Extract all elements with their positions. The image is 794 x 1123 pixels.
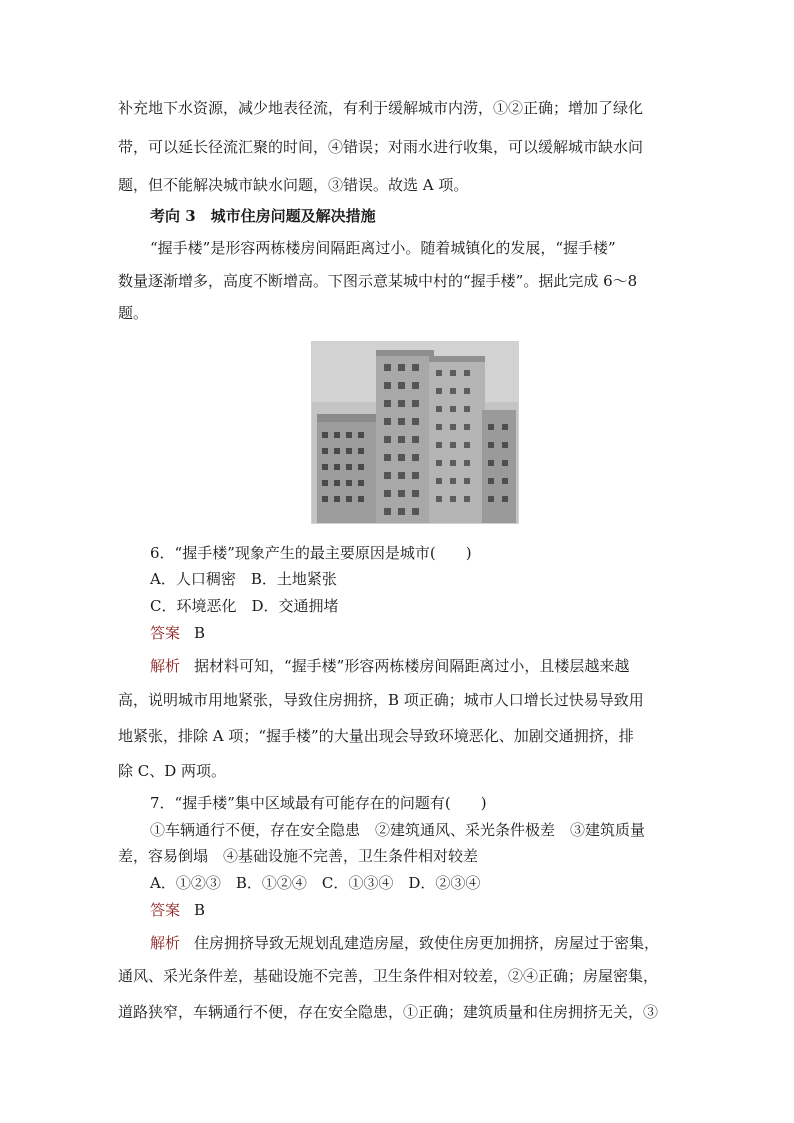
intro-line-1: “握手楼”是形容两栋楼房间隔距离过小。随着城镇化的发展，“握手楼” xyxy=(150,239,616,257)
handshake-buildings-photo xyxy=(311,341,519,524)
para-line-3: 题，但不能解决城市缺水问题，③错误。故选 A 项。 xyxy=(118,176,469,194)
question-7: 7．“握手楼”集中区域最有可能存在的问题有( ) xyxy=(150,794,487,812)
para-line-2: 带，可以延长径流汇聚的时间，④错误；对雨水进行收集，可以缓解城市缺水问 xyxy=(118,138,644,156)
q7-analysis-line-2: 通风、采光条件差，基础设施不完善，卫生条件相对较差，②④正确；房屋密集， xyxy=(118,967,659,985)
q6-options-cd: C．环境恶化 D．交通拥堵 xyxy=(150,597,339,615)
q7-analysis-line-3: 道路狭窄，车辆通行不便，存在安全隐患，①正确；建筑质量和住房拥挤无关，③ xyxy=(118,1003,659,1021)
q7-analysis-line-1 xyxy=(150,933,659,953)
buildings-illustration xyxy=(312,342,518,523)
q6-answer xyxy=(150,623,205,643)
intro-line-3: 题。 xyxy=(118,304,149,322)
analysis-label: 解析 xyxy=(150,657,181,675)
answer-value: B xyxy=(194,624,206,642)
analysis-text: 住房拥挤导致无规划乱建造房屋，致使住房更加拥挤，房屋过于密集， xyxy=(194,934,660,952)
q6-analysis-line-2: 高，说明城市用地紧张，导致住房拥挤，B 项正确；城市人口增长过快易导致用 xyxy=(118,691,644,709)
answer-label: 答案 xyxy=(150,901,181,919)
q6-options-ab: A．人口稠密 B．土地紧张 xyxy=(150,570,337,588)
q7-options: A．①②③ B．①②④ C．①③④ D．②③④ xyxy=(150,874,481,892)
answer-value: B xyxy=(194,901,206,919)
intro-line-2: 数量逐渐增多，高度不断增高。下图示意某城中村的“握手楼”。据此完成 6～8 xyxy=(118,272,638,290)
q7-answer xyxy=(150,900,205,920)
analysis-text: 据材料可知，“握手楼”形容两栋楼房间隔距离过小，且楼层越来越 xyxy=(194,657,630,675)
q7-statement-1: ①车辆通行不便，存在安全隐患 ②建筑通风、采光条件极差 ③建筑质量 xyxy=(150,821,646,839)
para-line-1: 补充地下水资源，减少地表径流，有利于缓解城市内涝，①②正确；增加了绿化 xyxy=(118,99,644,117)
section-heading: 考向 3 城市住房问题及解决措施 xyxy=(150,207,376,225)
question-6: 6．“握手楼”现象产生的最主要原因是城市( ) xyxy=(150,544,472,562)
q6-analysis-line-1 xyxy=(150,656,629,676)
q7-statement-2: 差，容易倒塌 ④基础设施不完善，卫生条件相对较差 xyxy=(118,847,479,865)
answer-label: 答案 xyxy=(150,624,181,642)
analysis-label: 解析 xyxy=(150,934,181,952)
q6-analysis-line-4: 除 C、D 两项。 xyxy=(118,762,227,780)
q6-analysis-line-3: 地紧张，排除 A 项；“握手楼”的大量出现会导致环境恶化、加剧交通拥挤，排 xyxy=(118,727,634,745)
